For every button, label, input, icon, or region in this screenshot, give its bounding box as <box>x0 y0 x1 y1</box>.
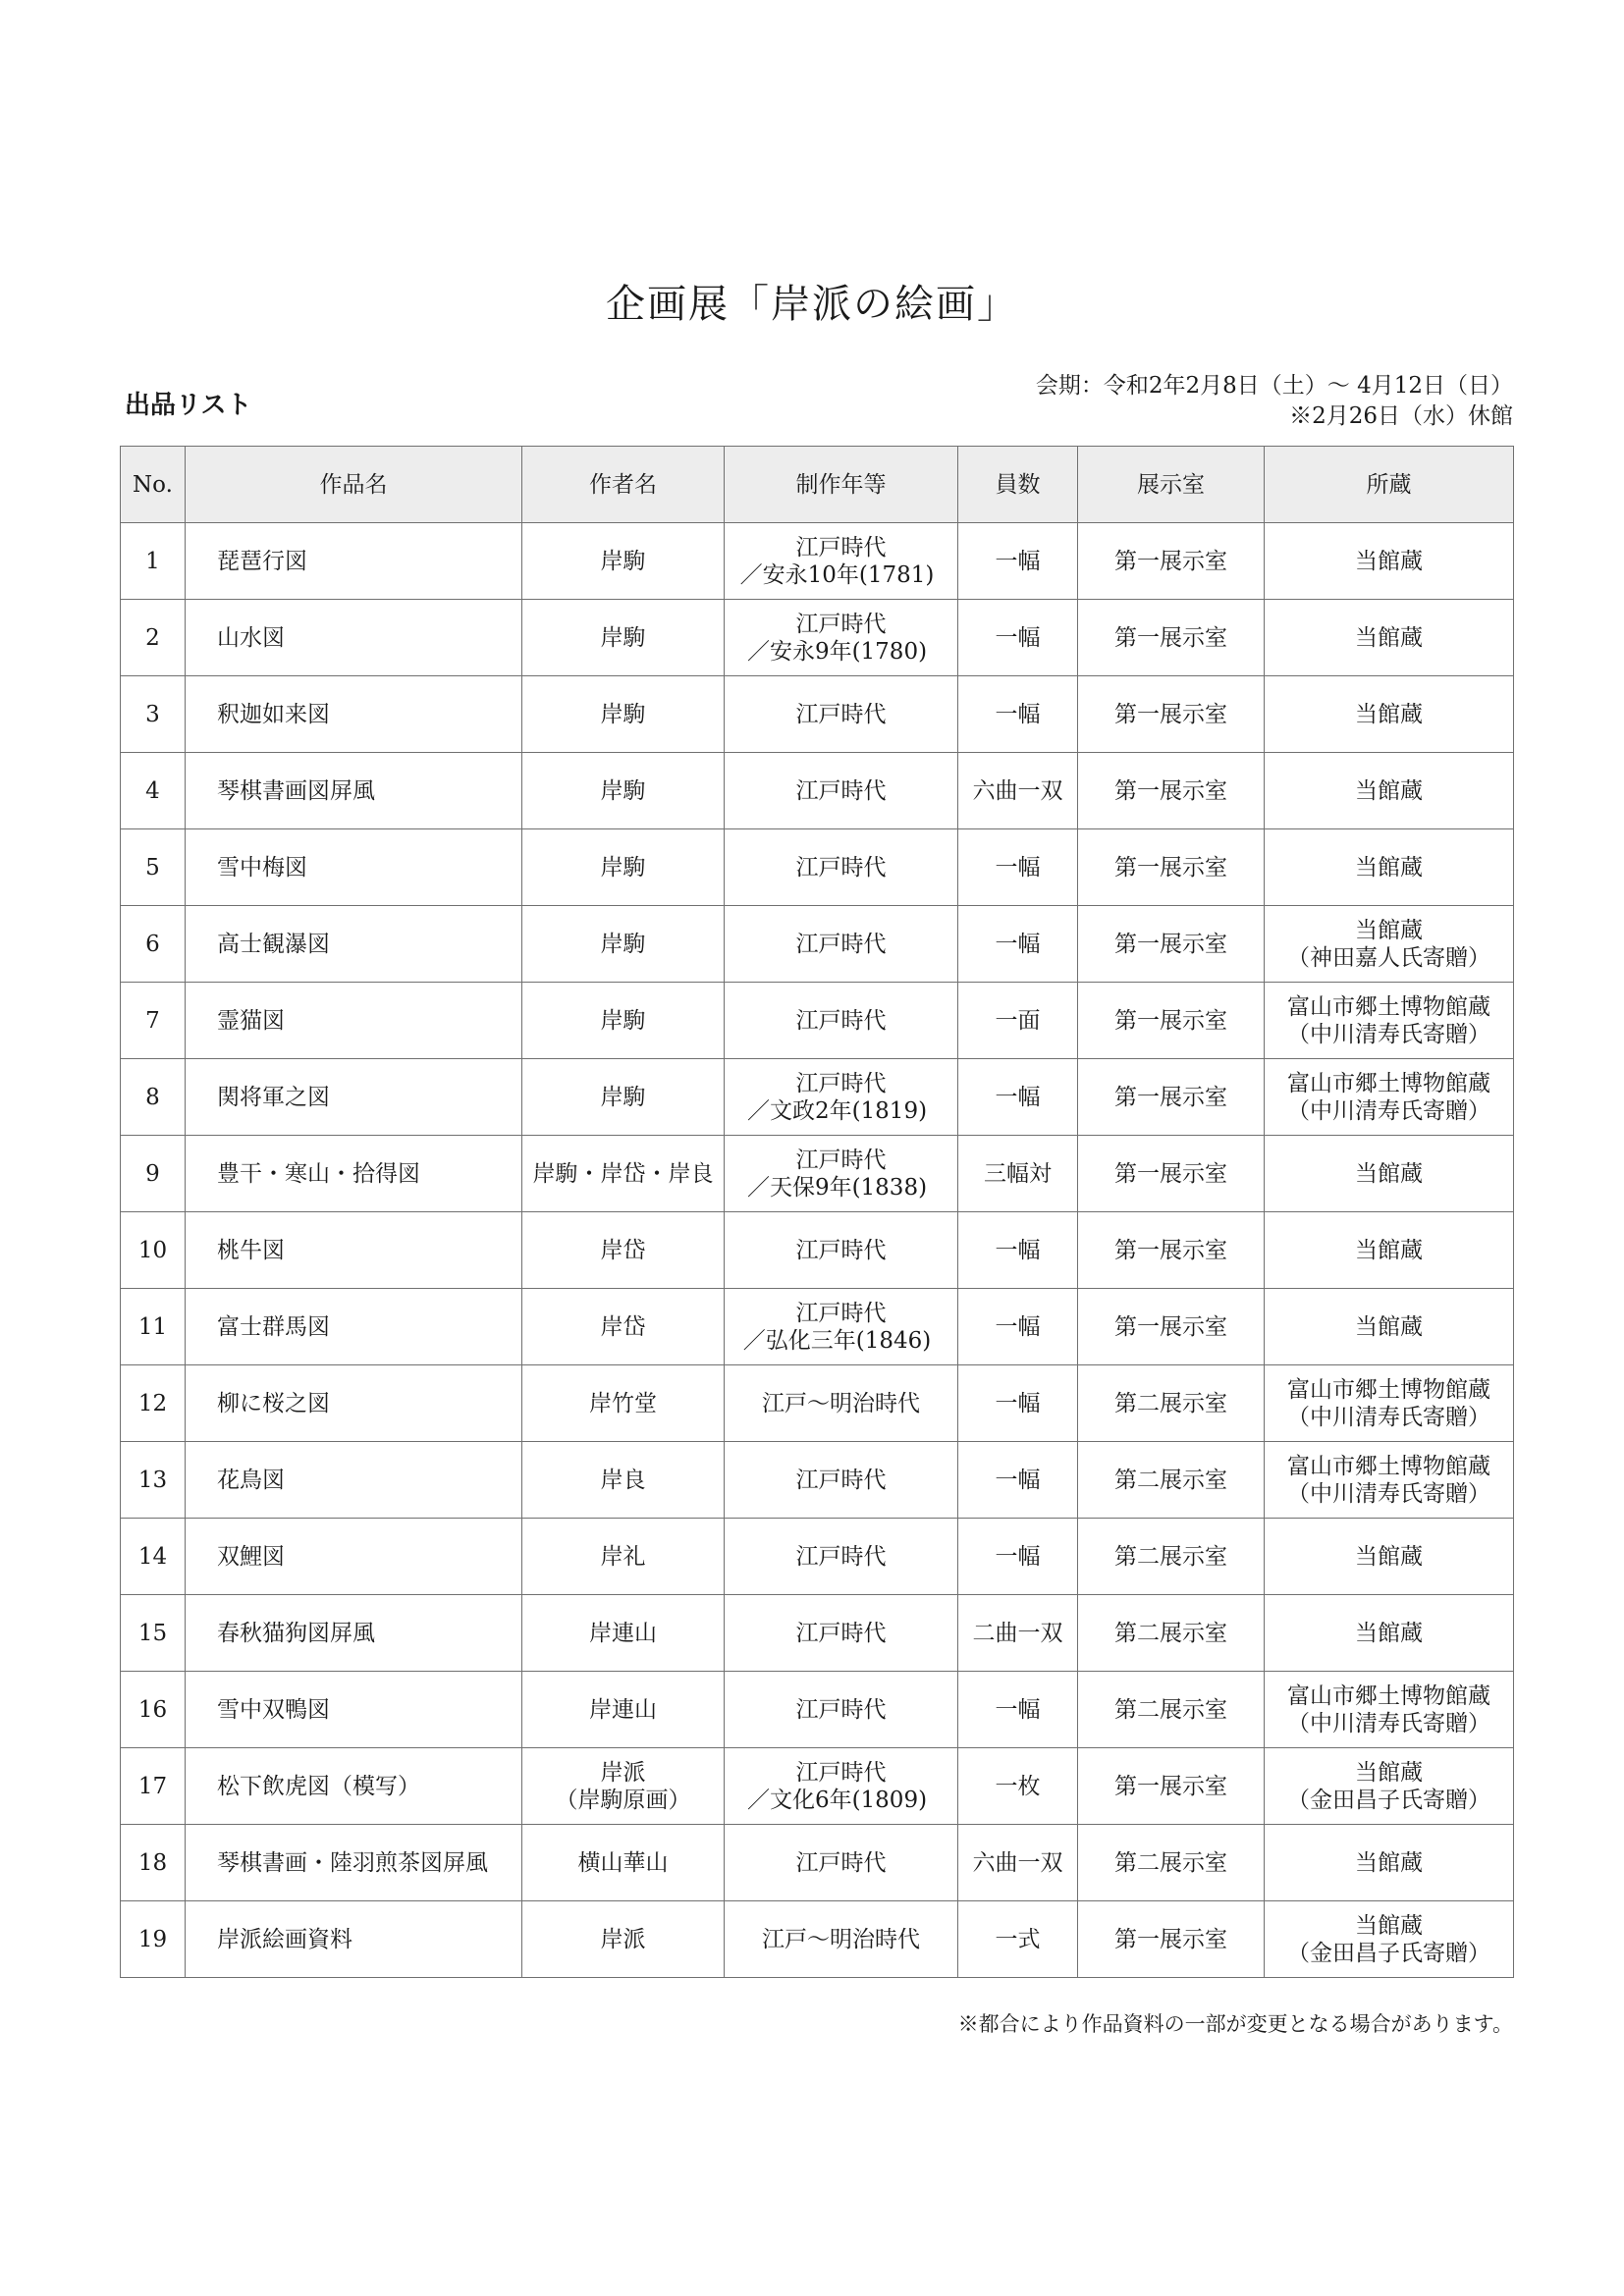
cell-period-line: 江戸時代 <box>795 777 887 804</box>
cell-period <box>725 1136 958 1212</box>
cell-title <box>186 1748 522 1825</box>
cell-period-line: ／安永10年(1781) <box>739 561 935 588</box>
cell-room: 第二展示室 <box>1078 1519 1265 1595</box>
cell-artist-line: （岸駒原画） <box>555 1787 691 1813</box>
cell-artist-line: 岸礼 <box>600 1543 646 1570</box>
cell-no: 6 <box>121 906 186 983</box>
cell-period-line: 江戸時代 <box>795 534 887 561</box>
col-header-artist: 作者名 <box>522 447 725 523</box>
table-row <box>121 676 1514 753</box>
cell-collection-line: （中川清寿氏寄贈） <box>1287 1404 1490 1430</box>
cell-period <box>725 523 958 600</box>
cell-artist <box>522 829 725 906</box>
cell-count: 一幅 <box>958 1289 1078 1365</box>
cell-title <box>186 1825 522 1901</box>
cell-artist <box>522 1901 725 1978</box>
exhibition-period <box>1036 371 1513 432</box>
cell-title <box>186 1519 522 1595</box>
cell-artist-line: 岸連山 <box>589 1620 657 1646</box>
cell-artist <box>522 1442 725 1519</box>
cell-room: 第一展示室 <box>1078 1136 1265 1212</box>
cell-title <box>186 1595 522 1672</box>
cell-collection <box>1265 983 1514 1059</box>
cell-title-line: 花鳥図 <box>217 1467 285 1493</box>
cell-title <box>186 983 522 1059</box>
footnote: ※都合により作品資料の一部が変更となる場合があります。 <box>957 2012 1513 2036</box>
cell-period-line: ／弘化三年(1846) <box>742 1327 932 1354</box>
cell-artist <box>522 1672 725 1748</box>
cell-collection-line: （中川清寿氏寄贈） <box>1287 1480 1490 1507</box>
cell-no: 11 <box>121 1289 186 1365</box>
cell-period <box>725 1059 958 1136</box>
cell-artist-line: 岸派 <box>600 1926 646 1952</box>
table-row <box>121 1212 1514 1289</box>
cell-artist-line: 岸駒 <box>600 624 646 651</box>
cell-no: 2 <box>121 600 186 676</box>
table-row <box>121 1595 1514 1672</box>
cell-period <box>725 600 958 676</box>
cell-period <box>725 906 958 983</box>
cell-collection <box>1265 1595 1514 1672</box>
table-row <box>121 906 1514 983</box>
cell-count: 一幅 <box>958 906 1078 983</box>
cell-period-line: 江戸時代 <box>795 1467 887 1493</box>
cell-title <box>186 829 522 906</box>
cell-collection-line: （中川清寿氏寄贈） <box>1287 1097 1490 1124</box>
col-header-room: 展示室 <box>1078 447 1265 523</box>
cell-count: 一幅 <box>958 1519 1078 1595</box>
cell-collection-line: 当館蔵 <box>1355 1160 1423 1187</box>
cell-artist-line: 岸駒 <box>600 854 646 881</box>
table-body <box>121 523 1514 1978</box>
cell-collection-line: 当館蔵 <box>1355 1620 1423 1646</box>
cell-room: 第一展示室 <box>1078 523 1265 600</box>
cell-no: 10 <box>121 1212 186 1289</box>
cell-period-line: 江戸時代 <box>795 1849 887 1876</box>
cell-collection-line: 富山市郷土博物館蔵 <box>1287 1682 1490 1709</box>
cell-period-line: 江戸時代 <box>795 1300 887 1326</box>
col-header-collection: 所蔵 <box>1265 447 1514 523</box>
cell-collection <box>1265 753 1514 829</box>
cell-collection <box>1265 1136 1514 1212</box>
cell-no: 13 <box>121 1442 186 1519</box>
cell-artist-line: 横山華山 <box>577 1849 669 1876</box>
cell-artist <box>522 523 725 600</box>
cell-artist <box>522 1289 725 1365</box>
cell-count: 二曲一双 <box>958 1595 1078 1672</box>
cell-title-line: 桃牛図 <box>217 1237 285 1263</box>
cell-room: 第二展示室 <box>1078 1825 1265 1901</box>
cell-title <box>186 1901 522 1978</box>
cell-title-line: 関将軍之図 <box>217 1084 330 1110</box>
col-header-no: No. <box>121 447 186 523</box>
cell-no: 15 <box>121 1595 186 1672</box>
cell-period-line: 江戸時代 <box>795 1147 887 1173</box>
table-row <box>121 1519 1514 1595</box>
cell-period <box>725 1442 958 1519</box>
cell-title-line: 富士群馬図 <box>217 1313 330 1340</box>
cell-artist <box>522 906 725 983</box>
cell-no: 5 <box>121 829 186 906</box>
cell-count: 一幅 <box>958 1365 1078 1442</box>
table-row <box>121 1901 1514 1978</box>
cell-collection <box>1265 1901 1514 1978</box>
col-header-period: 制作年等 <box>725 447 958 523</box>
cell-title <box>186 1365 522 1442</box>
cell-period-line: 江戸時代 <box>795 1007 887 1034</box>
cell-collection-line: 当館蔵 <box>1355 1237 1423 1263</box>
cell-collection-line: （金田昌子氏寄贈） <box>1287 1787 1490 1813</box>
cell-collection-line: 富山市郷土博物館蔵 <box>1287 1376 1490 1403</box>
cell-period <box>725 1901 958 1978</box>
cell-count: 一幅 <box>958 829 1078 906</box>
cell-collection <box>1265 906 1514 983</box>
cell-collection-line: 当館蔵 <box>1355 701 1423 727</box>
cell-period-line: 江戸時代 <box>795 611 887 637</box>
cell-title-line: 高士観瀑図 <box>217 931 330 957</box>
cell-title-line: 松下飲虎図（模写） <box>217 1773 420 1799</box>
cell-period <box>725 829 958 906</box>
cell-count: 一幅 <box>958 1059 1078 1136</box>
period-text: 会期：令和2年2月8日（土）～ 4月12日（日） <box>1035 373 1513 399</box>
cell-title <box>186 753 522 829</box>
cell-room: 第一展示室 <box>1078 1212 1265 1289</box>
table-row <box>121 1136 1514 1212</box>
cell-artist <box>522 1825 725 1901</box>
cell-no: 17 <box>121 1748 186 1825</box>
table-row <box>121 1442 1514 1519</box>
cell-period <box>725 1365 958 1442</box>
cell-title <box>186 523 522 600</box>
cell-collection <box>1265 1289 1514 1365</box>
cell-collection <box>1265 600 1514 676</box>
cell-period <box>725 1672 958 1748</box>
cell-period-line: 江戸～明治時代 <box>762 1390 920 1416</box>
cell-count: 六曲一双 <box>958 753 1078 829</box>
cell-collection <box>1265 1672 1514 1748</box>
cell-artist-line: 岸駒 <box>600 701 646 727</box>
cell-room: 第一展示室 <box>1078 983 1265 1059</box>
cell-collection-line: （中川清寿氏寄贈） <box>1287 1021 1490 1047</box>
cell-no: 18 <box>121 1825 186 1901</box>
cell-title-line: 霊猫図 <box>217 1007 285 1034</box>
cell-period-line: 江戸時代 <box>795 1620 887 1646</box>
cell-artist-line: 岸派 <box>600 1759 646 1786</box>
cell-period-line: ／天保9年(1838) <box>746 1174 928 1201</box>
cell-artist-line: 岸駒 <box>600 931 646 957</box>
cell-artist-line: 岸竹堂 <box>589 1390 657 1416</box>
cell-room: 第二展示室 <box>1078 1442 1265 1519</box>
cell-artist <box>522 1136 725 1212</box>
cell-period <box>725 676 958 753</box>
cell-no: 12 <box>121 1365 186 1442</box>
cell-count: 一面 <box>958 983 1078 1059</box>
list-label: 出品リスト <box>125 391 252 420</box>
cell-room: 第二展示室 <box>1078 1672 1265 1748</box>
cell-title-line: 柳に桜之図 <box>217 1390 330 1416</box>
cell-period-line: 江戸時代 <box>795 854 887 881</box>
table-row <box>121 983 1514 1059</box>
cell-collection-line: 当館蔵 <box>1355 1912 1423 1939</box>
cell-no: 3 <box>121 676 186 753</box>
table-row <box>121 1672 1514 1748</box>
cell-period <box>725 1289 958 1365</box>
cell-collection-line: 当館蔵 <box>1355 777 1423 804</box>
cell-title-line: 岸派絵画資料 <box>217 1926 352 1952</box>
cell-collection-line: （金田昌子氏寄贈） <box>1287 1940 1490 1966</box>
col-header-title: 作品名 <box>186 447 522 523</box>
cell-artist <box>522 753 725 829</box>
cell-period <box>725 753 958 829</box>
cell-collection-line: （中川清寿氏寄贈） <box>1287 1710 1490 1736</box>
cell-artist-line: 岸駒・岸岱・岸良 <box>532 1160 714 1187</box>
col-header-count: 員数 <box>958 447 1078 523</box>
cell-title-line: 山水図 <box>217 624 285 651</box>
cell-period-line: ／文政2年(1819) <box>746 1097 928 1124</box>
cell-artist <box>522 676 725 753</box>
cell-no: 8 <box>121 1059 186 1136</box>
cell-title-line: 雪中梅図 <box>217 854 307 881</box>
cell-room: 第二展示室 <box>1078 1365 1265 1442</box>
cell-count: 一幅 <box>958 676 1078 753</box>
cell-artist-line: 岸駒 <box>600 777 646 804</box>
cell-period <box>725 1519 958 1595</box>
cell-period <box>725 1825 958 1901</box>
cell-title <box>186 1672 522 1748</box>
cell-collection <box>1265 1748 1514 1825</box>
cell-artist-line: 岸良 <box>600 1467 646 1493</box>
table-header-row <box>121 447 1514 523</box>
cell-room: 第一展示室 <box>1078 1059 1265 1136</box>
cell-no: 16 <box>121 1672 186 1748</box>
table-row <box>121 829 1514 906</box>
cell-artist <box>522 1519 725 1595</box>
cell-collection-line: 当館蔵 <box>1355 548 1423 574</box>
cell-period-line: ／安永9年(1780) <box>746 638 928 665</box>
cell-period-line: 江戸時代 <box>795 1759 887 1786</box>
cell-no: 14 <box>121 1519 186 1595</box>
cell-count: 一幅 <box>958 1442 1078 1519</box>
cell-collection <box>1265 1825 1514 1901</box>
cell-no: 4 <box>121 753 186 829</box>
cell-count: 六曲一双 <box>958 1825 1078 1901</box>
cell-artist <box>522 1059 725 1136</box>
cell-room: 第二展示室 <box>1078 1595 1265 1672</box>
closed-day-note: ※2月26日（水）休館 <box>1289 403 1513 429</box>
cell-period-line: 江戸時代 <box>795 1237 887 1263</box>
cell-period <box>725 1748 958 1825</box>
cell-collection <box>1265 1442 1514 1519</box>
cell-period-line: ／文化6年(1809) <box>746 1787 928 1813</box>
cell-title <box>186 1442 522 1519</box>
cell-period-line: 江戸時代 <box>795 1070 887 1096</box>
cell-artist <box>522 1365 725 1442</box>
table-row <box>121 600 1514 676</box>
cell-collection <box>1265 1365 1514 1442</box>
cell-collection-line: 当館蔵 <box>1355 624 1423 651</box>
cell-no: 9 <box>121 1136 186 1212</box>
cell-period-line: 江戸時代 <box>795 931 887 957</box>
cell-period-line: 江戸～明治時代 <box>762 1926 920 1952</box>
cell-title-line: 雪中双鴨図 <box>217 1696 330 1723</box>
cell-collection-line: 富山市郷土博物館蔵 <box>1287 1070 1490 1096</box>
cell-collection-line: 当館蔵 <box>1355 1313 1423 1340</box>
cell-artist <box>522 983 725 1059</box>
cell-count: 一幅 <box>958 1212 1078 1289</box>
cell-title <box>186 676 522 753</box>
cell-collection-line: 当館蔵 <box>1355 1759 1423 1786</box>
table-row <box>121 523 1514 600</box>
cell-artist-line: 岸駒 <box>600 548 646 574</box>
cell-title <box>186 600 522 676</box>
cell-artist <box>522 600 725 676</box>
cell-collection-line: 富山市郷土博物館蔵 <box>1287 993 1490 1020</box>
cell-count: 三幅対 <box>958 1136 1078 1212</box>
cell-count: 一幅 <box>958 1672 1078 1748</box>
cell-collection-line: 富山市郷土博物館蔵 <box>1287 1453 1490 1479</box>
cell-no: 19 <box>121 1901 186 1978</box>
cell-period-line: 江戸時代 <box>795 1696 887 1723</box>
cell-title-line: 琵琶行図 <box>217 548 307 574</box>
cell-artist <box>522 1748 725 1825</box>
cell-title <box>186 906 522 983</box>
cell-period <box>725 983 958 1059</box>
cell-artist <box>522 1595 725 1672</box>
exhibit-list-table <box>120 446 1514 1978</box>
page-title: 企画展「岸派の絵画」 <box>606 282 1018 327</box>
cell-no: 7 <box>121 983 186 1059</box>
cell-collection <box>1265 1212 1514 1289</box>
cell-collection <box>1265 523 1514 600</box>
cell-room: 第一展示室 <box>1078 906 1265 983</box>
cell-period-line: 江戸時代 <box>795 701 887 727</box>
cell-collection <box>1265 1059 1514 1136</box>
cell-collection-line: 当館蔵 <box>1355 917 1423 943</box>
cell-no: 1 <box>121 523 186 600</box>
cell-collection-line: 当館蔵 <box>1355 1849 1423 1876</box>
cell-collection <box>1265 676 1514 753</box>
cell-room: 第一展示室 <box>1078 829 1265 906</box>
cell-room: 第一展示室 <box>1078 753 1265 829</box>
cell-room: 第一展示室 <box>1078 600 1265 676</box>
cell-collection-line: 当館蔵 <box>1355 854 1423 881</box>
table-row <box>121 1289 1514 1365</box>
cell-count: 一式 <box>958 1901 1078 1978</box>
cell-artist-line: 岸連山 <box>589 1696 657 1723</box>
cell-room: 第一展示室 <box>1078 1901 1265 1978</box>
cell-period-line: 江戸時代 <box>795 1543 887 1570</box>
cell-period <box>725 1212 958 1289</box>
table-row <box>121 1059 1514 1136</box>
cell-collection <box>1265 829 1514 906</box>
cell-title <box>186 1289 522 1365</box>
cell-room: 第一展示室 <box>1078 1289 1265 1365</box>
cell-count: 一枚 <box>958 1748 1078 1825</box>
cell-room: 第一展示室 <box>1078 1748 1265 1825</box>
cell-count: 一幅 <box>958 600 1078 676</box>
cell-title-line: 釈迦如来図 <box>217 701 330 727</box>
cell-title <box>186 1059 522 1136</box>
cell-title-line: 琴棋書画図屏風 <box>217 777 375 804</box>
table-row <box>121 753 1514 829</box>
cell-title <box>186 1136 522 1212</box>
cell-period <box>725 1595 958 1672</box>
cell-title-line: 琴棋書画・陸羽煎茶図屏風 <box>217 1849 488 1876</box>
cell-artist-line: 岸岱 <box>600 1237 646 1263</box>
cell-count: 一幅 <box>958 523 1078 600</box>
cell-title-line: 豊干・寒山・拾得図 <box>217 1160 420 1187</box>
cell-artist-line: 岸岱 <box>600 1313 646 1340</box>
cell-collection <box>1265 1519 1514 1595</box>
cell-collection-line: （神田嘉人氏寄贈） <box>1287 944 1490 971</box>
table-row <box>121 1748 1514 1825</box>
table-row <box>121 1825 1514 1901</box>
cell-room: 第一展示室 <box>1078 676 1265 753</box>
cell-artist <box>522 1212 725 1289</box>
cell-title-line: 双鯉図 <box>217 1543 285 1570</box>
cell-title-line: 春秋猫狗図屏風 <box>217 1620 375 1646</box>
cell-collection-line: 当館蔵 <box>1355 1543 1423 1570</box>
cell-artist-line: 岸駒 <box>600 1084 646 1110</box>
table-row <box>121 1365 1514 1442</box>
cell-artist-line: 岸駒 <box>600 1007 646 1034</box>
cell-title <box>186 1212 522 1289</box>
